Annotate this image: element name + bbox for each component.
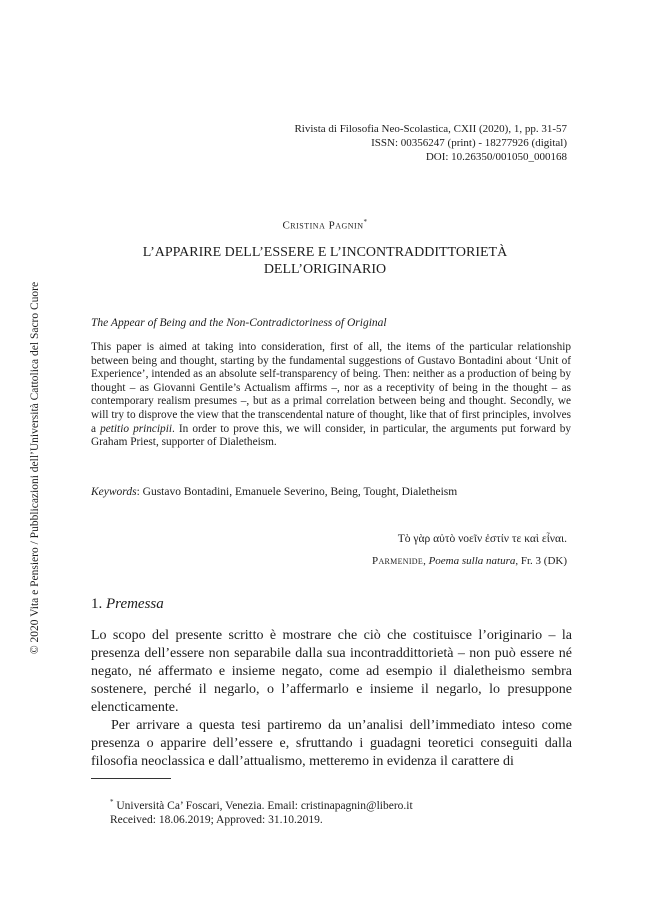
section-number: 1. — [91, 596, 106, 612]
copyright-text: © 2020 Vita e Pensiero / Pubblicazioni dell’Università Cattolica del Sacro Cuore — [29, 281, 41, 655]
paper-title — [0, 244, 650, 278]
keywords-list: : Gustavo Bontadini, Emanuele Severino, Being, Tought, Dialetheism — [136, 486, 458, 498]
abstract — [91, 341, 571, 450]
abstract-text-1: This paper is aimed at taking into consideration, first of all, the items of the particular relationship between being and thought, starting by the fundamental suggestions of Gustavo Bontadini about ‘Unit of Experience’, intended as an absolute self-transparency of being. Then: neither as a production of being by thought – as Giovanni Gentile’s Actualism affirms –, nor as a receptivity of being in the thought – as contemporary realism presumes –, but as a primal correlation between being and thought. Secondly, we will try to disprove the view that the transcendental nature of thought, like that of first principles, involves a — [91, 341, 571, 435]
body-text — [91, 627, 572, 771]
paragraph-2: Per arrivare a questa tesi partiremo da un’analisi dell’immediato inteso come presenza o apparire dell’essere e, sfruttando i guadagni teoretici conseguiti dalla filosofia neoclassica e dall’attualismo, metteremo in evidenza il carattere di — [91, 718, 572, 769]
author-footnote-marker: * — [363, 218, 368, 226]
journal-doi: DOI: 10.26350/001050_000168 — [425, 151, 567, 163]
footnotes — [110, 795, 413, 827]
epigraph-ref: , Fr. 3 (DK) — [515, 555, 567, 567]
journal-info — [294, 122, 567, 164]
journal-issn: ISSN: 00356247 (print) - 18277926 (digital) — [371, 137, 567, 149]
footnote-marker: * — [110, 798, 114, 806]
epigraph-source: Parmenide, Poema sulla natura, Fr. 3 (DK) — [372, 555, 567, 567]
abstract-italic: petitio principii — [100, 422, 172, 435]
title-line-2: DELL’ORIGINARIO — [263, 262, 387, 277]
title-line-1: L’APPARIRE DELL’ESSERE E L’INCONTRADDITTORIETÀ — [142, 245, 508, 260]
author — [0, 218, 650, 232]
footnote-affiliation-text: Università Ca’ Foscari, Venezia. Email: cristinapagnin@libero.it — [116, 799, 413, 812]
epigraph-author: Parmenide — [372, 555, 424, 567]
epigraph-quote: Τὸ γὰρ αὐτὸ νοεῖν ἐστίν τε καὶ εἶναι. — [397, 533, 567, 545]
footnote-affiliation — [110, 795, 413, 813]
english-title: The Appear of Being and the Non-Contradictoriness of Original — [91, 317, 387, 329]
epigraph-work: Poema sulla natura — [428, 555, 516, 567]
journal-citation: Rivista di Filosofia Neo-Scolastica, CXII (2020), 1, pp. 31-57 — [294, 123, 567, 135]
abstract-text-2: . In order to prove this, we will consider, in particular, the arguments put forward by Graham Priest, supporter of Dialetheism. — [91, 422, 571, 449]
section-title: Premessa — [106, 596, 164, 612]
footnote-divider — [91, 778, 171, 779]
section-heading — [91, 596, 164, 613]
keywords-label: Keywords — [91, 486, 137, 498]
keywords — [91, 486, 457, 498]
author-name: Cristina Pagnin — [282, 219, 364, 232]
epigraph — [372, 528, 567, 572]
paragraph-1: Lo scopo del presente scritto è mostrare che ciò che costituisce l’originario – la presenza dell’essere non separabile dalla sua incontraddittorietà – non può essere né negato, né affermato e insieme negato, come ad esempio il dialetheismo sembra sostenere, perché il negarlo, o l’affermarlo e insieme il negarlo, lo presuppone elencticamente. — [91, 628, 572, 715]
footnote-dates: Received: 18.06.2019; Approved: 31.10.2019. — [110, 813, 323, 826]
